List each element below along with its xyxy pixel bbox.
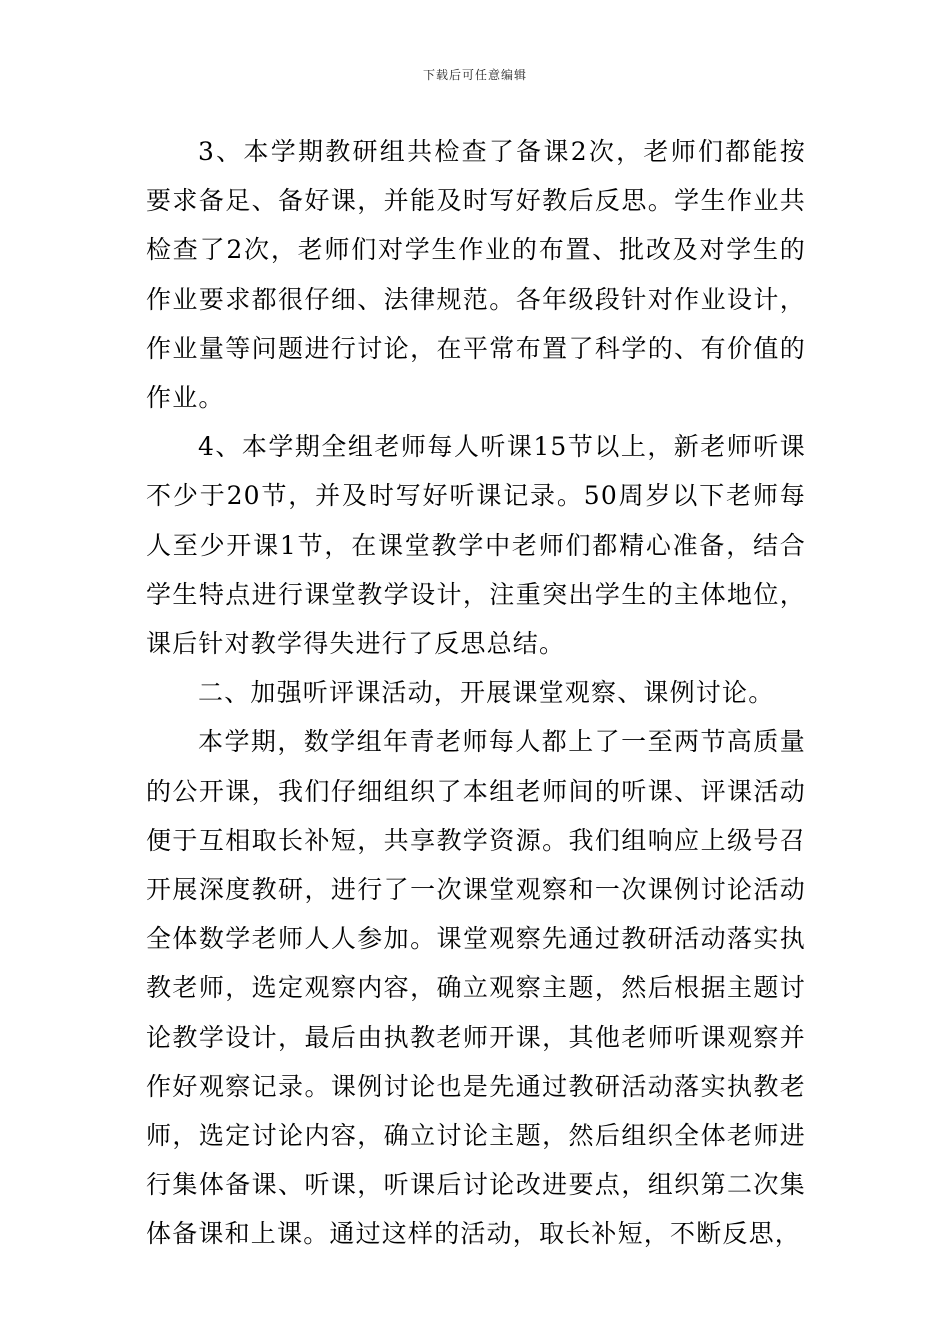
paragraph-class-observation: 4、本学期全组老师每人听课15节以上，新老师听课不少于20节，并及时写好听课记录。50周岁以下老师每人至少开课1节，在课堂教学中老师们都精心准备，结合学生特点进行课堂教学设计，注重突出学生的主体地位，课后针对教学得失进行了反思总结。 (146, 432, 806, 659)
section-heading: 二、加强听评课活动，开展课堂观察、课例讨论。 (198, 678, 775, 708)
paragraph-teaching-research: 本学期，数学组年青老师每人都上了一至两节高质量的公开课，我们仔细组织了本组老师间的听课、评课活动便于互相取长补短，共享教学资源。我们组响应上级号召开展深度教研，进行了一次课堂观察和一次课例讨论活动全体数学老师人人参加。课堂观察先通过教研活动落实执教老师，选定观察内容，确立观察主题，然后根据主题讨论教学设计，最后由执教老师开课，其他老师听课观察并作好观察记录。课例讨论也是先通过教研活动落实执教老师，选定讨论内容，确立讨论主题，然后组织全体老师进行集体备课、听课，听课后讨论改进要点，组织第二次集体备课和上课。通过这样的活动，取长补短，不断反思， (146, 727, 806, 1249)
page-header: 下载后可任意编辑 (422, 68, 527, 82)
document-body (146, 127, 806, 1259)
paragraph-lesson-plan-check: 3、本学期教研组共检查了备课2次，老师们都能按要求备足、备好课，并能及时写好教后反思。学生作业共检查了2次，老师们对学生作业的布置、批改及对学生的作业要求都很仔细、法律规范。各年级段针对作业设计，作业量等问题进行讨论，在平常布置了科学的、有价值的作业。 (146, 137, 806, 413)
